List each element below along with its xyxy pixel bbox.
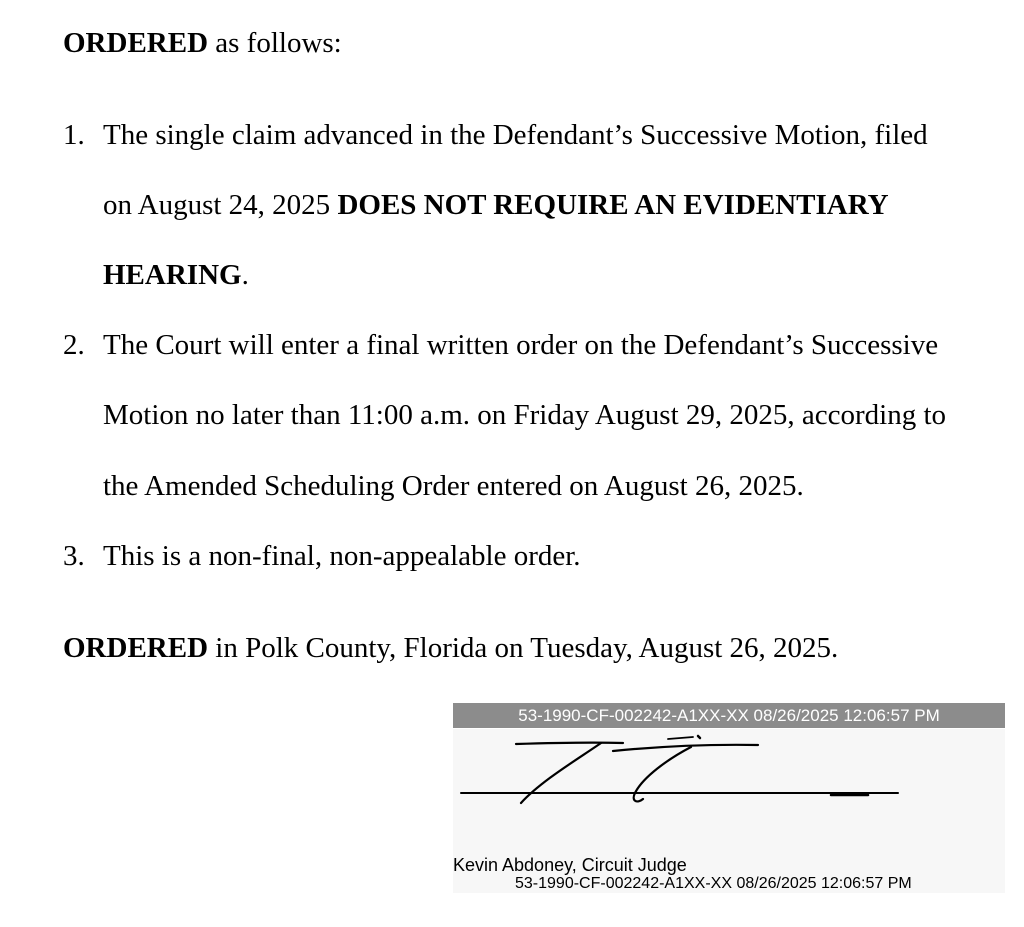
judge-name: Kevin Abdoney, Circuit Judge <box>453 855 687 875</box>
e-filing-stamp-top: 53-1990-CF-002242-A1XX-XX 08/26/2025 12:06:57 PM <box>453 703 1005 728</box>
ordered-closing-bold: ORDERED <box>63 632 209 664</box>
item-1-line-1: The single claim advanced in the Defendant’s Successive Motion, filed <box>103 119 928 151</box>
ordered-intro-bold: ORDERED <box>63 27 209 59</box>
item-1-line-2 <box>103 187 889 223</box>
ordered-intro-text: as follows: <box>208 27 342 59</box>
ordered-intro <box>63 25 342 61</box>
item-1-line-3-text: . <box>241 259 249 291</box>
item-3-line-1: This is a non-final, non-appealable order. <box>103 540 581 572</box>
item-1-line-2-bold: DOES NOT REQUIRE AN EVIDENTIARY <box>337 189 889 221</box>
item-2-line-3: the Amended Scheduling Order entered on August 26, 2025. <box>103 470 804 502</box>
item-2-line-2: Motion no later than 11:00 a.m. on Friday August 29, 2025, according to <box>103 399 947 431</box>
item-1-line-2-text: on August 24, 2025 <box>103 189 338 221</box>
item-number-1: 1. <box>63 119 85 151</box>
item-number-2: 2. <box>63 329 85 361</box>
item-1-line-3 <box>103 257 249 293</box>
handwritten-signature <box>453 729 1005 849</box>
signature-block <box>453 703 1005 893</box>
ordered-closing-text: in Polk County, Florida on Tuesday, August 26, 2025. <box>208 632 839 664</box>
e-filing-stamp-bottom: 53-1990-CF-002242-A1XX-XX 08/26/2025 12:06:57 PM <box>515 875 912 892</box>
item-1-line-3-bold: HEARING <box>103 259 242 291</box>
item-2-line-1: The Court will enter a final written order on the Defendant’s Successive <box>103 329 939 361</box>
item-number-3: 3. <box>63 540 85 572</box>
ordered-closing <box>63 630 838 666</box>
